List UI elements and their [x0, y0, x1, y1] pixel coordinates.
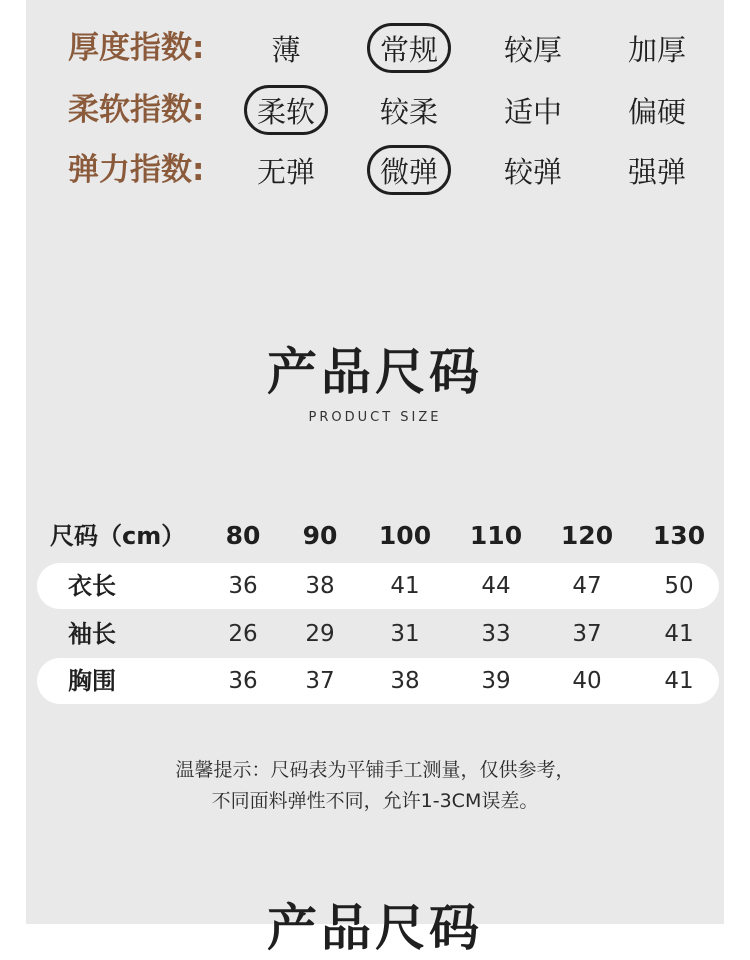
thickness-index-label: 厚度指数:: [68, 30, 205, 66]
elasticity-index-row: [0, 142, 750, 198]
softness-index-label: 柔软指数:: [68, 92, 205, 128]
thickness-option-regular-selected: 常规: [367, 23, 451, 73]
thickness-option-thick: 加厚: [627, 33, 687, 67]
thickness-option-thicker: 较厚: [503, 33, 563, 67]
table-cell: 31: [390, 621, 420, 647]
row-label-chest: 胸围: [68, 667, 116, 695]
softness-option-medium: 适中: [503, 95, 563, 129]
softness-option-soft-selected: 柔软: [244, 85, 328, 135]
table-cell: 40: [572, 668, 602, 694]
row-label-length: 衣长: [68, 572, 116, 600]
table-cell: 47: [572, 573, 602, 599]
elasticity-option-none: 无弹: [256, 155, 316, 189]
table-cell: 36: [228, 573, 258, 599]
table-cell: 29: [305, 621, 335, 647]
table-cell: 37: [305, 668, 335, 694]
thickness-index-row: [0, 20, 750, 76]
thickness-option-thin: 薄: [271, 33, 301, 67]
table-cell: 33: [481, 621, 511, 647]
size-header-cell: 120: [560, 521, 614, 550]
table-cell: 26: [228, 621, 258, 647]
size-header-cell: 110: [469, 521, 523, 550]
size-header-cell: 80: [225, 521, 261, 550]
elasticity-option-moderate: 较弹: [503, 155, 563, 189]
row-label-sleeve: 袖长: [68, 620, 116, 648]
product-size-title: 产品尺码: [267, 343, 483, 401]
table-row-band: [37, 658, 719, 704]
measurement-tip-line-1: 温馨提示：尺码表为平铺手工测量，仅供参考，: [175, 759, 575, 781]
table-cell: 41: [664, 668, 694, 694]
softness-option-stiff: 偏硬: [627, 95, 687, 129]
softness-option-softer: 较柔: [379, 95, 439, 129]
elasticity-index-label: 弹力指数:: [68, 152, 205, 188]
size-header-cell: 130: [652, 521, 706, 550]
elasticity-option-slight-selected: 微弹: [367, 145, 451, 195]
next-section-title: 产品尺码: [267, 899, 483, 957]
table-cell: 36: [228, 668, 258, 694]
softness-index-row: [0, 82, 750, 138]
size-header-label: 尺码（cm）: [50, 522, 186, 550]
size-header-cell: 100: [378, 521, 432, 550]
table-cell: 41: [664, 621, 694, 647]
table-cell: 39: [481, 668, 511, 694]
measurement-tip-line-2: 不同面料弹性不同，允许1-3CM误差。: [211, 790, 539, 812]
size-header-cell: 90: [302, 521, 338, 550]
table-cell: 37: [572, 621, 602, 647]
table-row-band: [37, 563, 719, 609]
table-cell: 38: [390, 668, 420, 694]
product-size-subtitle: PRODUCT SIZE: [308, 410, 442, 425]
elasticity-option-strong: 强弹: [627, 155, 687, 189]
table-cell: 41: [390, 573, 420, 599]
table-cell: 44: [481, 573, 511, 599]
table-cell: 38: [305, 573, 335, 599]
table-cell: 50: [664, 573, 694, 599]
